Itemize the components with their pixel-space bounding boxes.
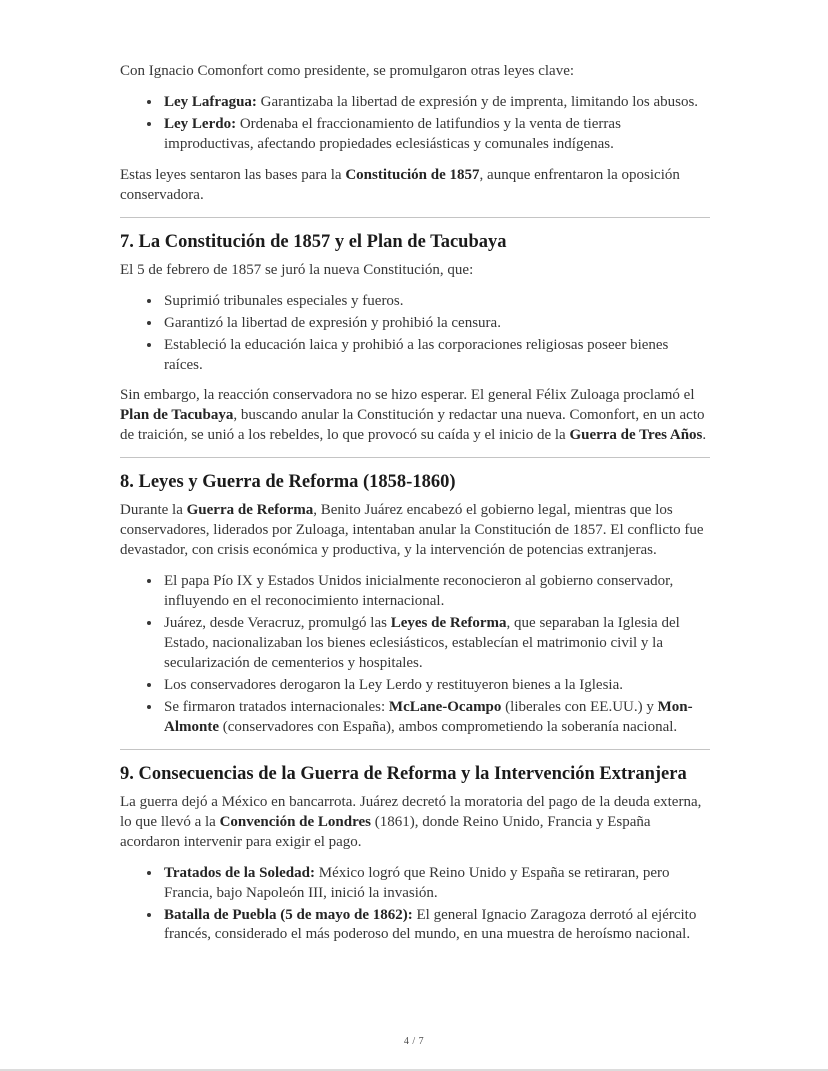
bold-text: Ley Lafragua:	[164, 93, 257, 110]
paragraph	[120, 166, 710, 206]
text-run: El 5 de febrero de 1857 se juró la nueva Constitución, que:	[120, 261, 474, 278]
text-run: Durante la	[120, 502, 187, 519]
text-run: Estas leyes sentaron las bases para la	[120, 166, 346, 183]
text-run: La guerra dejó a México en bancarrota. Juárez decretó la moratoria del pago de la deuda externa, lo que llevó a la	[120, 793, 702, 830]
paragraph	[120, 261, 710, 281]
list-item	[162, 906, 710, 946]
text-run: .	[702, 427, 707, 444]
list-item	[162, 698, 710, 738]
text-run: El general Ignacio Zaragoza derrotó al ejército francés, considerado el más poderoso del mundo, en una muestra de heroísmo nacional.	[164, 906, 697, 943]
text-run: Suprimió tribunales especiales y fueros.	[164, 292, 404, 309]
list-item	[162, 864, 710, 904]
list-item	[162, 572, 710, 612]
list-item	[162, 314, 710, 334]
text-run: Con Ignacio Comonfort como presidente, se promulgaron otras leyes clave:	[120, 63, 575, 79]
text-run: Los conservadores derogaron la Ley Lerdo y restituyeron bienes a la Iglesia.	[164, 676, 623, 693]
section-divider	[120, 457, 710, 458]
bold-text: Guerra de Reforma	[186, 502, 314, 519]
section-8	[120, 471, 710, 737]
bold-text: McLane-Ocampo	[388, 698, 502, 715]
text-run: , aunque enfrentaron la oposición conservadora.	[120, 166, 680, 203]
section-divider	[120, 217, 710, 218]
text-run: , que separaban la Iglesia del Estado, nacionalizaban los bienes eclesiásticos, establecían el matrimonio civil y la secularización de cementerios y hospitales.	[164, 615, 680, 671]
text-run: El papa Pío IX y Estados Unidos inicialmente reconocieron al gobierno conservador, influyendo en el reconocimiento internacional.	[164, 573, 674, 610]
bullet-list	[120, 93, 710, 155]
bold-text: Batalla de Puebla (5 de mayo de 1862):	[164, 906, 413, 923]
text-run: Sin embargo, la reacción conservadora no se hizo esperar. El general Félix Zuloaga proclamó el	[120, 387, 695, 404]
paragraph	[120, 62, 710, 82]
bold-text: Tratados de la Soledad:	[164, 864, 315, 881]
list-item	[162, 336, 710, 376]
list-item	[162, 676, 710, 696]
bold-text: Guerra de Tres Años	[569, 427, 703, 444]
section-heading: 7. La Constitución de 1857 y el Plan de Tacubaya	[120, 231, 507, 252]
text-run: Se firmaron tratados internacionales:	[164, 698, 389, 715]
bold-text: Mon-Almonte	[164, 698, 693, 735]
section-9	[120, 763, 710, 946]
text-run: México logró que Reino Unido y España se retiraran, pero Francia, bajo Napoleón III, inició la invasión.	[164, 864, 670, 901]
bold-text: Plan de Tacubaya	[120, 407, 234, 424]
section-heading: 9. Consecuencias de la Guerra de Reforma y la Intervención Extranjera	[120, 763, 687, 784]
bold-text: Leyes de Reforma	[390, 615, 507, 632]
text-run: Garantizaba la libertad de expresión y de imprenta, limitando los abusos.	[256, 93, 699, 110]
bold-text: Ley Lerdo:	[164, 115, 237, 132]
bullet-list	[120, 572, 710, 738]
text-run: Estableció la educación laica y prohibió a las corporaciones religiosas poseer bienes raíces.	[164, 336, 669, 373]
text-run: Juárez, desde Veracruz, promulgó las	[164, 615, 391, 632]
bullet-list	[120, 864, 710, 946]
list-item	[162, 93, 710, 113]
text-run: (1861), donde Reino Unido, Francia y España acordaron intervenir para exigir el pago.	[120, 813, 651, 850]
section-heading: 8. Leyes y Guerra de Reforma (1858-1860)	[120, 472, 456, 493]
text-run: , buscando anular la Constitución y redactar una nueva. Comonfort, en un acto de traición, se unió a los rebeldes, lo que provocó su caída y el inicio de la	[120, 407, 705, 444]
text-run: (conservadores con España), ambos comprometiendo la soberanía nacional.	[219, 718, 678, 735]
paragraph	[120, 793, 710, 853]
section-7	[120, 231, 710, 447]
section-divider	[120, 749, 710, 750]
list-item	[162, 115, 710, 155]
text-run: (liberales con EE.UU.) y	[501, 698, 658, 715]
paragraph	[120, 501, 710, 561]
text-run: Garantizó la libertad de expresión y prohibió la censura.	[164, 314, 501, 331]
bullet-list	[120, 292, 710, 376]
list-item	[162, 292, 710, 312]
bold-text: Convención de Londres	[219, 813, 371, 830]
paragraph	[120, 386, 710, 446]
page-number: 4 / 7	[403, 1036, 425, 1047]
list-item	[162, 614, 710, 674]
bold-text: Constitución de 1857	[345, 166, 480, 183]
text-run: , Benito Juárez encabezó el gobierno legal, mientras que los conservadores, liderados por Zuloaga, intentaban anular la Constitución de 1857. El conflicto fue devastador, con crisis económica y productiva, y la intervención de potencias extranjeras.	[120, 502, 704, 559]
text-run: Ordenaba el fraccionamiento de latifundios y la venta de tierras improductivas, afectando propiedades eclesiásticas y comunales indígenas.	[164, 115, 621, 152]
